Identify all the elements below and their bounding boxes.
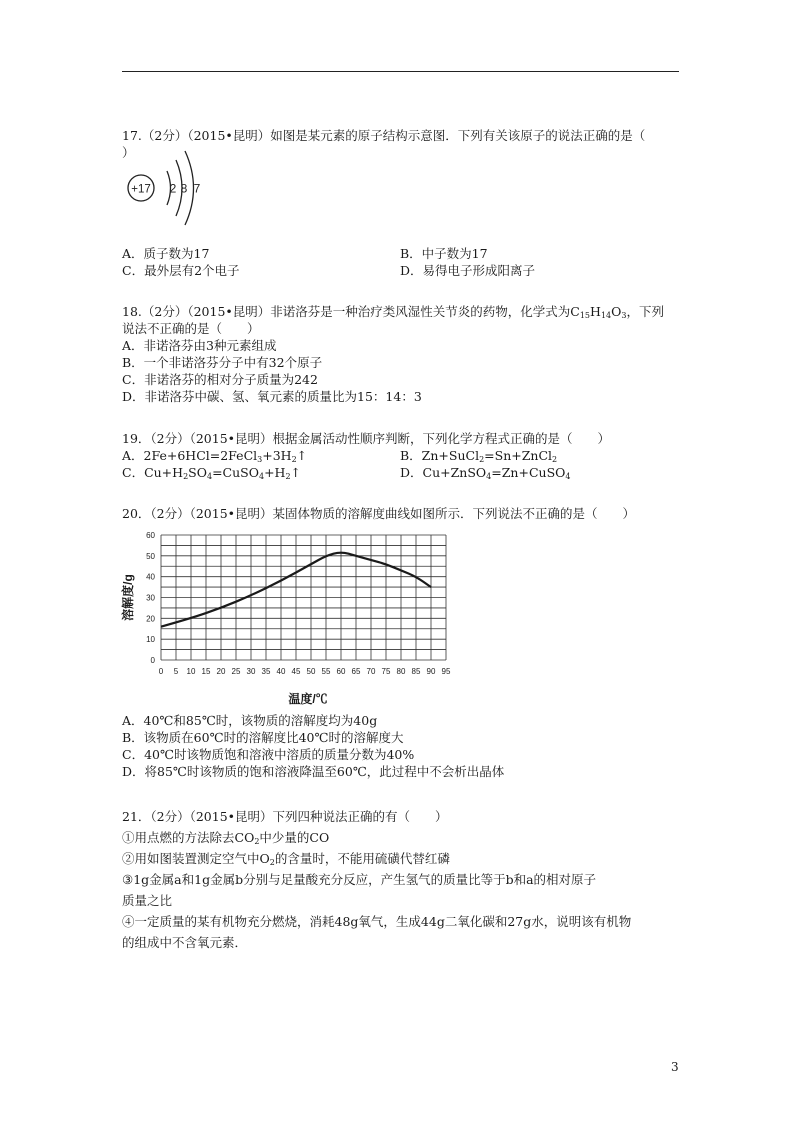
q17-option-d: D．易得电子形成阳离子 <box>400 263 536 278</box>
shell-2-electrons: 8 <box>180 181 188 196</box>
question-19 <box>122 430 682 481</box>
y-tick-label: 0 <box>150 656 155 665</box>
chart-grid <box>161 535 446 660</box>
question-20 <box>122 505 682 522</box>
q18-option-b: B．一个非诺洛芬分子中有32个原子 <box>122 355 323 370</box>
x-tick-label: 40 <box>276 667 286 676</box>
q21-item-4-line1: ④一定质量的某有机物充分燃烧，消耗48g氧气，生成44g二氧化碳和27g水，说明该有机物 <box>122 914 632 929</box>
q17-stem-line1: 17.（2分）（2015•昆明）如图是某元素的原子结构示意图．下列有关该原子的说法正确的是（ <box>122 128 646 143</box>
x-tick-label: 30 <box>246 667 256 676</box>
x-tick-label: 50 <box>306 667 316 676</box>
q21-item-2: ②用如图装置测定空气中$O_2$的含量时，不能用硫磺代替红磷 <box>122 851 450 867</box>
x-tick-label: 20 <box>216 667 226 676</box>
q21-item-3-line2: 质量之比 <box>122 893 173 908</box>
q21-item-1: ①用点燃的方法除去$CO_2$中少量的CO <box>122 830 330 846</box>
x-tick-label: 80 <box>396 667 406 676</box>
q19-option-d: D．Cu+ZnSO$_4$=Zn+CuSO$_4$ <box>400 465 571 481</box>
question-21 <box>122 806 682 953</box>
atom-structure-diagram <box>118 148 228 230</box>
q21-item-3-line1: ③1g金属a和1g金属b分别与足量酸充分反应，产生氢气的质量比等于b和a的相对原子 <box>122 872 597 887</box>
x-tick-label: 10 <box>186 667 196 676</box>
q17-stem-line2: ） <box>122 145 135 160</box>
q18-stem-line2: 说法不正确的是（ ） <box>122 321 260 336</box>
y-tick-label: 20 <box>146 614 155 624</box>
x-tick-label: 60 <box>336 667 346 676</box>
x-tick-label: 65 <box>351 667 361 676</box>
x-tick-label: 35 <box>261 667 271 676</box>
q19-option-a: A．$2Fe+6HCl=2FeCl_3+3H_2↑$ <box>122 448 308 464</box>
q20-option-c: C．40℃时该物质饱和溶液中溶质的质量分数为40% <box>122 747 415 762</box>
nucleus-label: +17 <box>131 183 151 196</box>
q20-option-d: D．将85℃时该物质的饱和溶液降温至60℃，此过程中不会析出晶体 <box>122 764 505 779</box>
x-tick-label: 55 <box>321 667 331 676</box>
q21-stem: 21．（2分）（2015•昆明）下列四种说法正确的有（ ） <box>122 809 448 824</box>
x-tick-label: 95 <box>441 667 451 676</box>
q17-option-a: A．质子数为17 <box>122 246 210 261</box>
x-tick-label: 90 <box>426 667 436 676</box>
y-tick-label: 30 <box>146 593 155 603</box>
q18-option-c: C．非诺洛芬的相对分子质量为242 <box>122 372 318 387</box>
q17-option-c: C．最外层有2个电子 <box>122 263 240 278</box>
q19-stem: 19．（2分）（2015•昆明）根据金属活动性顺序判断，下列化学方程式正确的是（ ） <box>122 431 611 446</box>
x-tick-label: 25 <box>231 667 241 676</box>
header-rule <box>122 71 679 72</box>
page-number: 3 <box>671 1060 679 1074</box>
q17-options <box>122 245 682 279</box>
x-tick-label: 75 <box>381 667 391 676</box>
solubility-chart <box>118 528 468 708</box>
q18-option-a: A．非诺洛芬由3种元素组成 <box>122 338 277 353</box>
y-tick-label: 50 <box>146 551 155 561</box>
x-axis-label: 温度/℃ <box>288 692 328 706</box>
y-tick-label: 60 <box>146 531 155 540</box>
x-tick-label: 0 <box>158 667 164 676</box>
q19-option-b: B．Zn+SuCl$_2$=Sn+ZnCl$_2$ <box>400 448 558 464</box>
y-tick-label: 10 <box>146 635 155 645</box>
question-18 <box>122 303 682 405</box>
x-tick-label: 70 <box>366 667 376 676</box>
q20-options <box>122 712 682 780</box>
q20-stem: 20．（2分）（2015•昆明）某固体物质的溶解度曲线如图所示．下列说法不正确的是（ ） <box>122 506 636 521</box>
x-tick-label: 15 <box>201 667 211 676</box>
x-tick-label: 45 <box>291 667 301 676</box>
q20-option-b: B．该物质在60℃时的溶解度比40℃时的溶解度大 <box>122 730 404 745</box>
y-tick-label: 40 <box>146 572 155 582</box>
q17-option-b: B．中子数为17 <box>400 246 488 261</box>
q20-option-a: A．40℃和85℃时，该物质的溶解度均为40g <box>122 713 378 728</box>
q18-option-d: D．非诺洛芬中碳、氢、氧元素的质量比为15：14：3 <box>122 389 422 404</box>
shell-1-electrons: 2 <box>169 181 177 196</box>
q18-stem-line1: 18.（2分）（2015•昆明）非诺洛芬是一种治疗类风湿性关节炎的药物，化学式为$C_{15}H_{14}O_3$，下列 <box>122 304 664 320</box>
shell-3-electrons: 7 <box>193 181 201 196</box>
q19-option-c: C．$Cu+H_2SO_4=CuSO_4+H_2↑$ <box>122 465 302 481</box>
q21-item-4-line2: 的组成中不含氧元素． <box>122 935 248 950</box>
y-tick-labels <box>146 531 155 665</box>
x-tick-labels <box>159 667 451 676</box>
y-axis-label: 溶解度/g <box>121 574 135 621</box>
x-tick-label: 5 <box>173 667 179 676</box>
x-tick-label: 85 <box>411 667 421 676</box>
